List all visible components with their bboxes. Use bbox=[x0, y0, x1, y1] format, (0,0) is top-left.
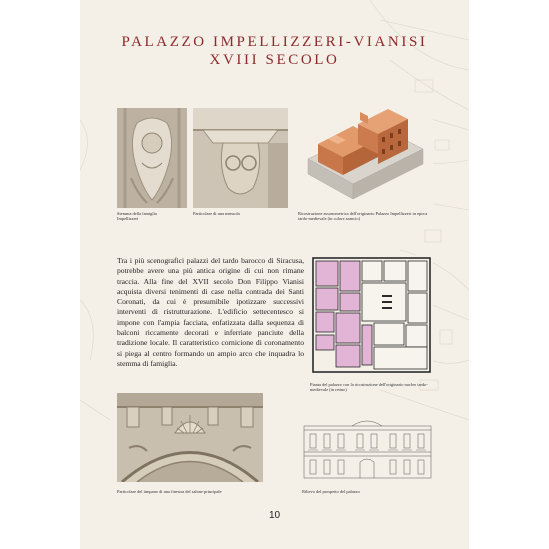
caption-floor-plan: Pianta del palazzo con la ricostruzione dell'originario nucleo tardo-medievale (in retino) bbox=[310, 382, 428, 392]
tympanum-photo bbox=[117, 393, 263, 482]
caption-facade-survey: Rilievo del prospetto del palazzo bbox=[302, 489, 360, 494]
page-number: 10 bbox=[268, 510, 281, 521]
coat-of-arms-photo bbox=[117, 108, 187, 208]
floor-plan bbox=[310, 255, 433, 377]
page-title: PALAZZO IMPELLIZZERI-VIANISI bbox=[121, 34, 428, 50]
corbel-photo bbox=[193, 108, 288, 208]
brochure-page bbox=[80, 0, 469, 549]
facade-survey bbox=[302, 416, 433, 480]
caption-corbel: Particolare di una mensola bbox=[193, 211, 240, 216]
body-paragraph: Tra i più scenografici palazzi del tardo barocco di Siracusa, potrebbe avere una più antica origine di cui non rimane traccia. Alla fine del XVII secolo Don Filippo Vianisi acquista diversi tenimenti di case nella contrada dei Santi Coronati, da cui è presumibile ipotizzare successivi interventi di ristrutturazione. L'edificio settecentesco si impone con l'ampia facciata, enfatizzata dalla sequenza di balconi riccamente decorati e inferriate panciute della tradizione locale. Il caratteristico cornicione di coronamento si piega al centro formando un ampio arco che inquadra lo stemma di famiglia. bbox=[117, 256, 304, 368]
caption-coat-of-arms: Stemma della famiglia Impellizzeri bbox=[117, 211, 157, 221]
page-subtitle: XVIII SECOLO bbox=[209, 52, 340, 68]
axonometric-reconstruction bbox=[298, 104, 433, 209]
caption-reconstruction: Ricostruzione assonometrica dell'originario Palazzo Impellizzeri in epoca tardo-medievale (in colore arancio) bbox=[298, 211, 428, 221]
caption-tympanum: Particolare del timpano di una finestra del salone principale bbox=[117, 489, 222, 494]
